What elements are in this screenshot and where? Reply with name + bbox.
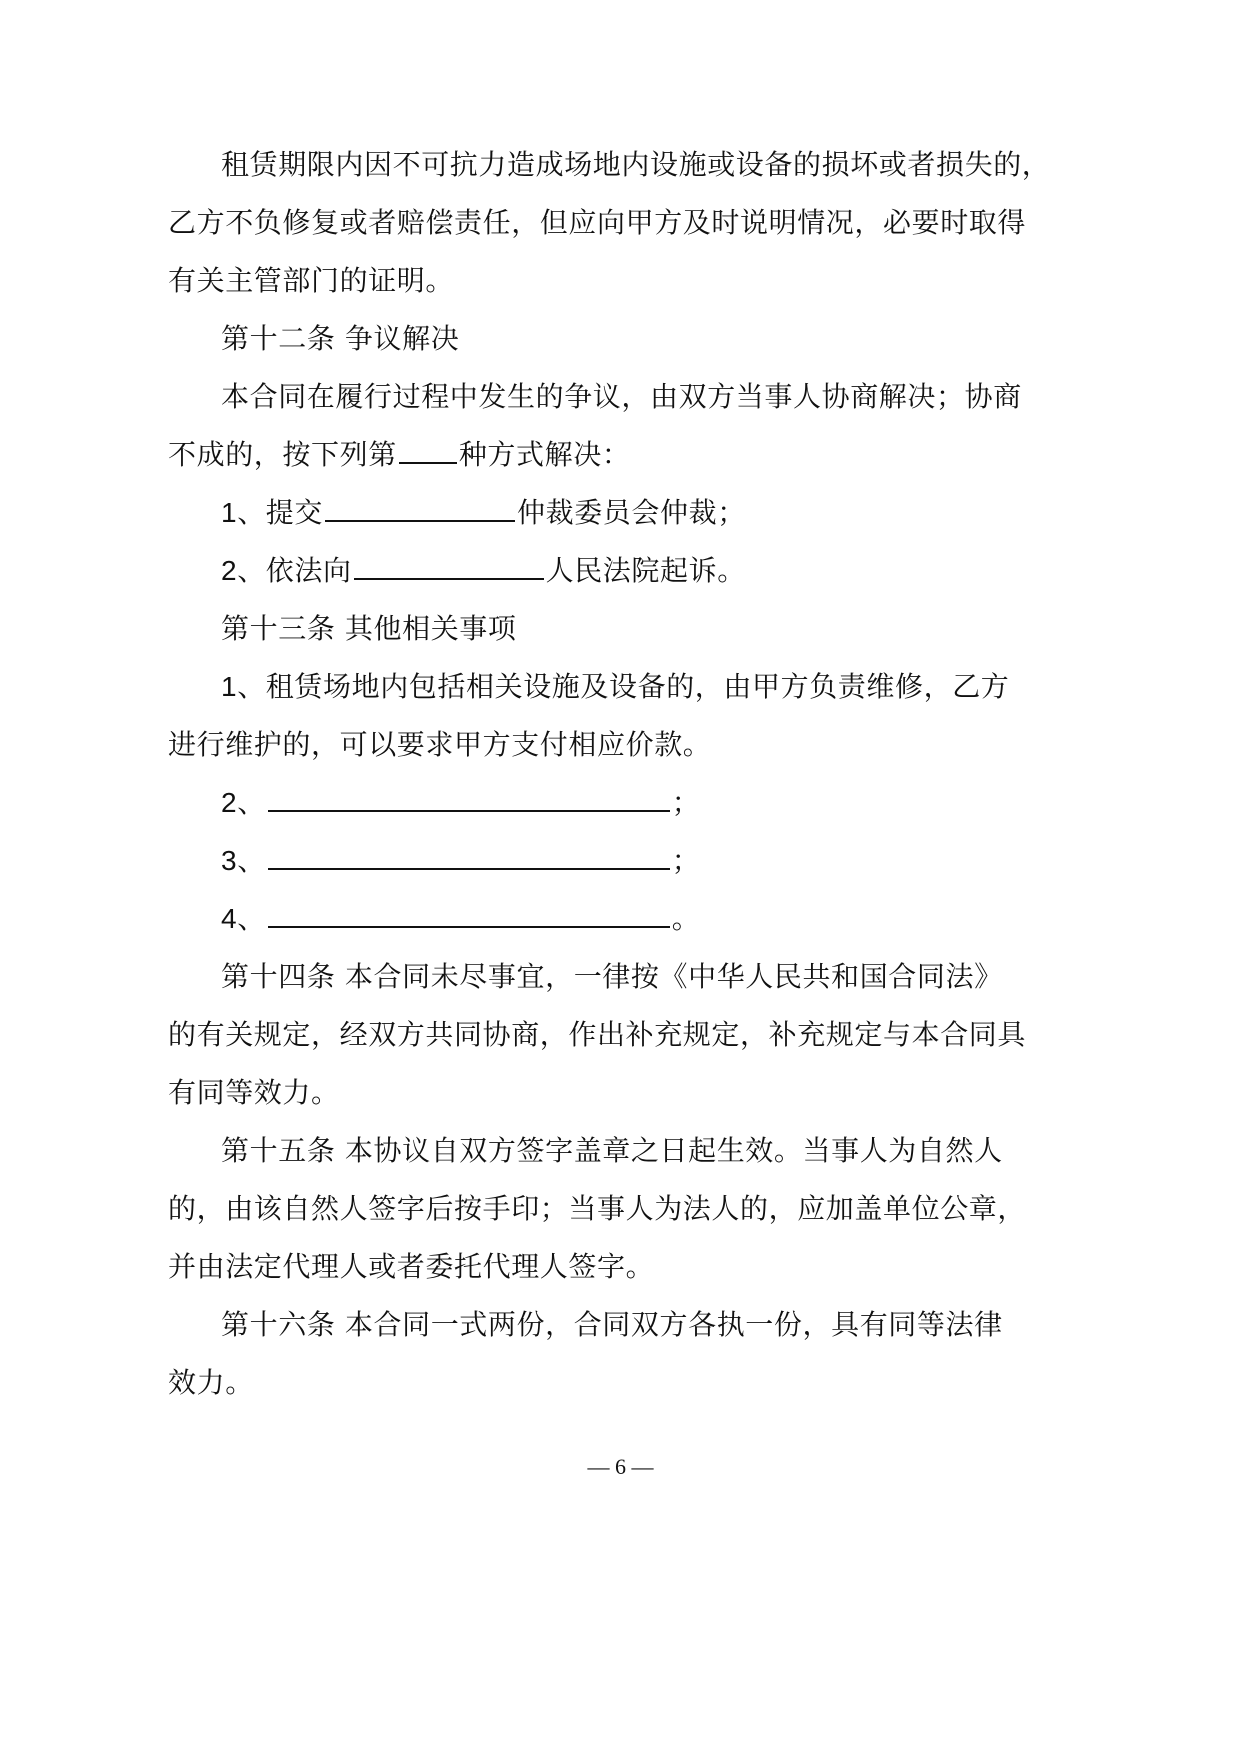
article-16-line: 第十六条 本合同一式两份，合同双方各执一份，具有同等法律 [221, 1308, 1003, 1341]
text-segment: 、租赁场地内包括相关设施及设备的，由甲方负责维修，乙方 [237, 670, 1010, 703]
fill-in-blank[interactable] [268, 842, 670, 870]
option-2-line [221, 551, 746, 591]
page-number: — 6 — [587, 1454, 654, 1479]
article-15-line: 第十五条 本协议自双方签字盖章之日起生效。当事人为自然人 [221, 1134, 1003, 1167]
text-segment: 、 [237, 786, 266, 819]
paragraph-line: 有关主管部门的证明。 [168, 264, 455, 297]
item-number: 2 [221, 787, 238, 818]
paragraph-line: 效力。 [168, 1366, 254, 1399]
article-13-heading: 第十三条 其他相关事项 [221, 612, 517, 645]
text-segment: 、 [237, 902, 266, 935]
paragraph-line-with-blank [168, 435, 630, 475]
item-number: 3 [221, 845, 238, 876]
item-number: 1 [221, 671, 238, 702]
paragraph-line: 的有关规定，经双方共同协商，作出补充规定，补充规定与本合同具 [168, 1018, 1027, 1051]
article-14-line: 第十四条 本合同未尽事宜，一律按《中华人民共和国合同法》 [221, 960, 1003, 993]
paragraph-line: 本合同在履行过程中发生的争议，由双方当事人协商解决；协商 [221, 380, 1022, 413]
item-4-line [221, 899, 700, 939]
text-segment: 人民法院起诉。 [545, 554, 746, 587]
fill-in-blank[interactable] [268, 900, 670, 928]
text-segment: 、提交 [237, 496, 323, 529]
text-segment: ； [671, 786, 701, 819]
item-number: 4 [221, 903, 238, 934]
paragraph-line: 并由法定代理人或者委托代理人签字。 [168, 1250, 655, 1283]
fill-in-blank[interactable] [268, 784, 670, 812]
text-segment: 种方式解决： [458, 438, 631, 471]
item-2-line [221, 783, 700, 823]
fill-in-blank[interactable] [399, 436, 457, 464]
option-number: 2 [221, 555, 238, 586]
option-1-line [221, 493, 746, 533]
text-segment: 仲裁委员会仲裁； [517, 496, 746, 529]
text-segment: ； [671, 844, 701, 877]
paragraph-line: 乙方不负修复或者赔偿责任，但应向甲方及时说明情况，必要时取得 [168, 206, 1027, 239]
text-segment: 、 [237, 844, 266, 877]
text-segment: 。 [671, 902, 701, 935]
paragraph-line: 进行维护的，可以要求甲方支付相应价款。 [168, 728, 712, 761]
item-1-line [221, 667, 1009, 707]
option-number: 1 [221, 497, 238, 528]
fill-in-blank[interactable] [354, 552, 544, 580]
paragraph-line: 有同等效力。 [168, 1076, 340, 1109]
fill-in-blank[interactable] [325, 494, 515, 522]
paragraph-line: 的，由该自然人签字后按手印；当事人为法人的，应加盖单位公章， [168, 1192, 1027, 1225]
item-3-line [221, 841, 700, 881]
text-segment: 不成的，按下列第 [168, 438, 397, 471]
article-12-heading: 第十二条 争议解决 [221, 322, 460, 355]
text-segment: 、依法向 [237, 554, 352, 587]
paragraph-line: 租赁期限内因不可抗力造成场地内设施或设备的损坏或者损失的， [221, 148, 1051, 181]
